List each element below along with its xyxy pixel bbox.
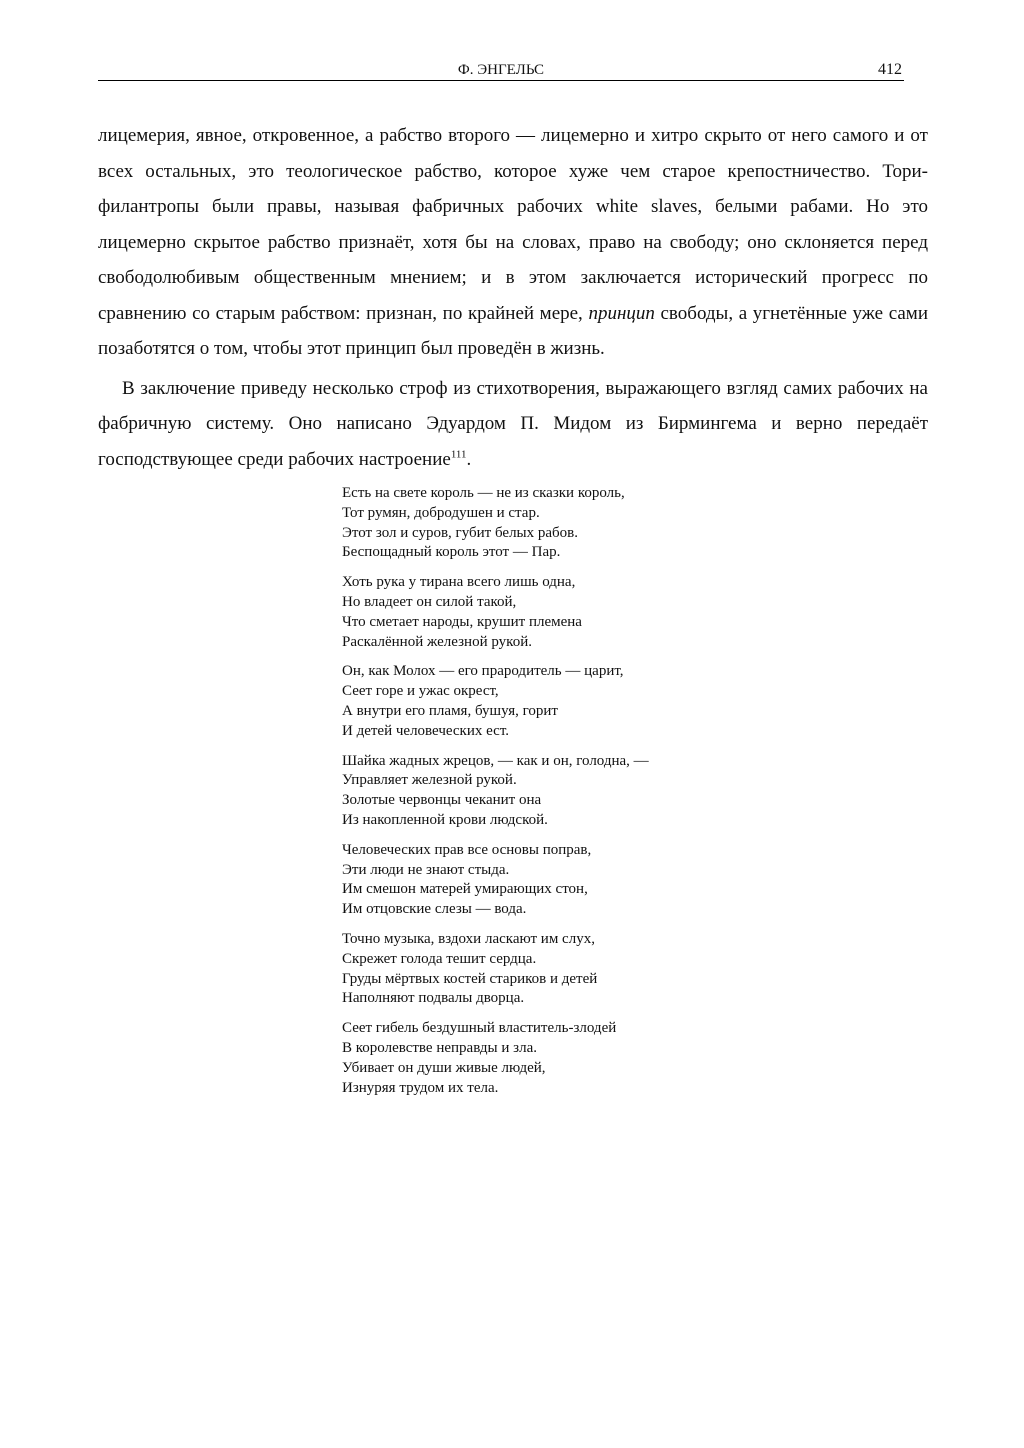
poem-line: Скрежет голода тешит сердца. [342,950,537,967]
poem-stanza [342,573,762,652]
poem-stanza [342,841,762,920]
poem-line: Шайка жадных жрецов, — как и он, голодна, — [342,752,649,769]
poem-line: Сеет гибель бездушный властитель-злодей [342,1020,617,1037]
paragraph [98,371,928,478]
paragraph [98,118,928,367]
main-text [98,118,928,477]
italic-emphasis: принцип [588,302,655,324]
poem-stanza [342,752,762,831]
poem-line: Что сметает народы, крушит племена [342,613,582,630]
poem-line: Им отцовские слезы — вода. [342,901,527,918]
paragraph-end: . [466,448,472,470]
poem-line: Эти люди не знают стыда. [342,861,510,878]
poem-line: Хоть рука у тирана всего лишь одна, [342,574,576,591]
header-title: Ф. ЭНГЕЛЬС [457,62,545,78]
poem-line: Груды мёртвых костей стариков и детей [342,970,598,987]
poem-stanza [342,930,762,1009]
poem-line: Тот румян, добродушен и стар. [342,504,540,521]
poem-line: Изнуряя трудом их тела. [342,1079,499,1096]
footnote-reference: 111 [450,448,467,461]
poem-line: Есть на свете король — не из сказки король, [342,485,625,501]
poem-line: Человеческих прав все основы поправ, [342,841,592,858]
poem-stanza [342,662,762,741]
poem-stanza [342,484,762,563]
poem-line: В королевстве неправды и зла. [342,1039,537,1056]
poem [342,484,762,1108]
paragraph-text: В заключение приведу несколько строф из стихотворения, выражающего взгляд самих рабочих на фабричную систему. Оно написано Эдуардом П. Мидом из Бирмингема и верно передаёт господствующее среди рабочих настроение [98,377,928,470]
poem-line: Золотые червонцы чеканит она [342,792,542,809]
poem-line: И детей человеческих ест. [342,722,509,739]
poem-line: Но владеет он силой такой, [342,593,517,610]
poem-line: А внутри его пламя, бушуя, горит [342,702,558,719]
poem-line: Управляет железной рукой. [342,772,517,789]
paragraph-text: свободы, а угнетённые уже сами позаботятся о том, чтобы этот принцип был проведён в жизнь. [98,302,928,359]
poem-line: Раскалённой железной рукой. [342,633,532,650]
running-header [98,60,904,81]
poem-line: Им смешон матерей умирающих стон, [342,881,588,898]
poem-line: Беспощадный король этот — Пар. [342,544,561,561]
poem-line: Точно музыка, вздохи ласкают им слух, [342,930,595,947]
poem-line: Он, как Молох — его прародитель — царит, [342,663,624,680]
page-number: 412 [878,61,902,78]
poem-line: Наполняют подвалы дворца. [342,990,525,1007]
poem-line: Этот зол и суров, губит белых рабов. [342,524,579,541]
poem-stanza [342,1019,762,1098]
poem-line: Сеет горе и ужас окрест, [342,683,499,700]
paragraph-text: лицемерия, явное, откровенное, а рабство второго — лицемерно и хитро скрыто от него самого и от всех остальных, это теологическое рабство, которое хуже чем старое крепостничество. Тори-филантропы были правы, называя фабричных рабочих white slaves, белыми рабами. Но это лицемерно скрытое рабство признаёт, хотя бы на словах, право на свободу; оно склоняется перед свободолюбивым общественным мнением; и в этом заключается исторический прогресс по сравнению со старым рабством: признан, по крайней мере, [98,125,928,324]
poem-line: Убивает он души живые людей, [342,1059,546,1076]
poem-line: Из накопленной крови людской. [342,811,548,828]
